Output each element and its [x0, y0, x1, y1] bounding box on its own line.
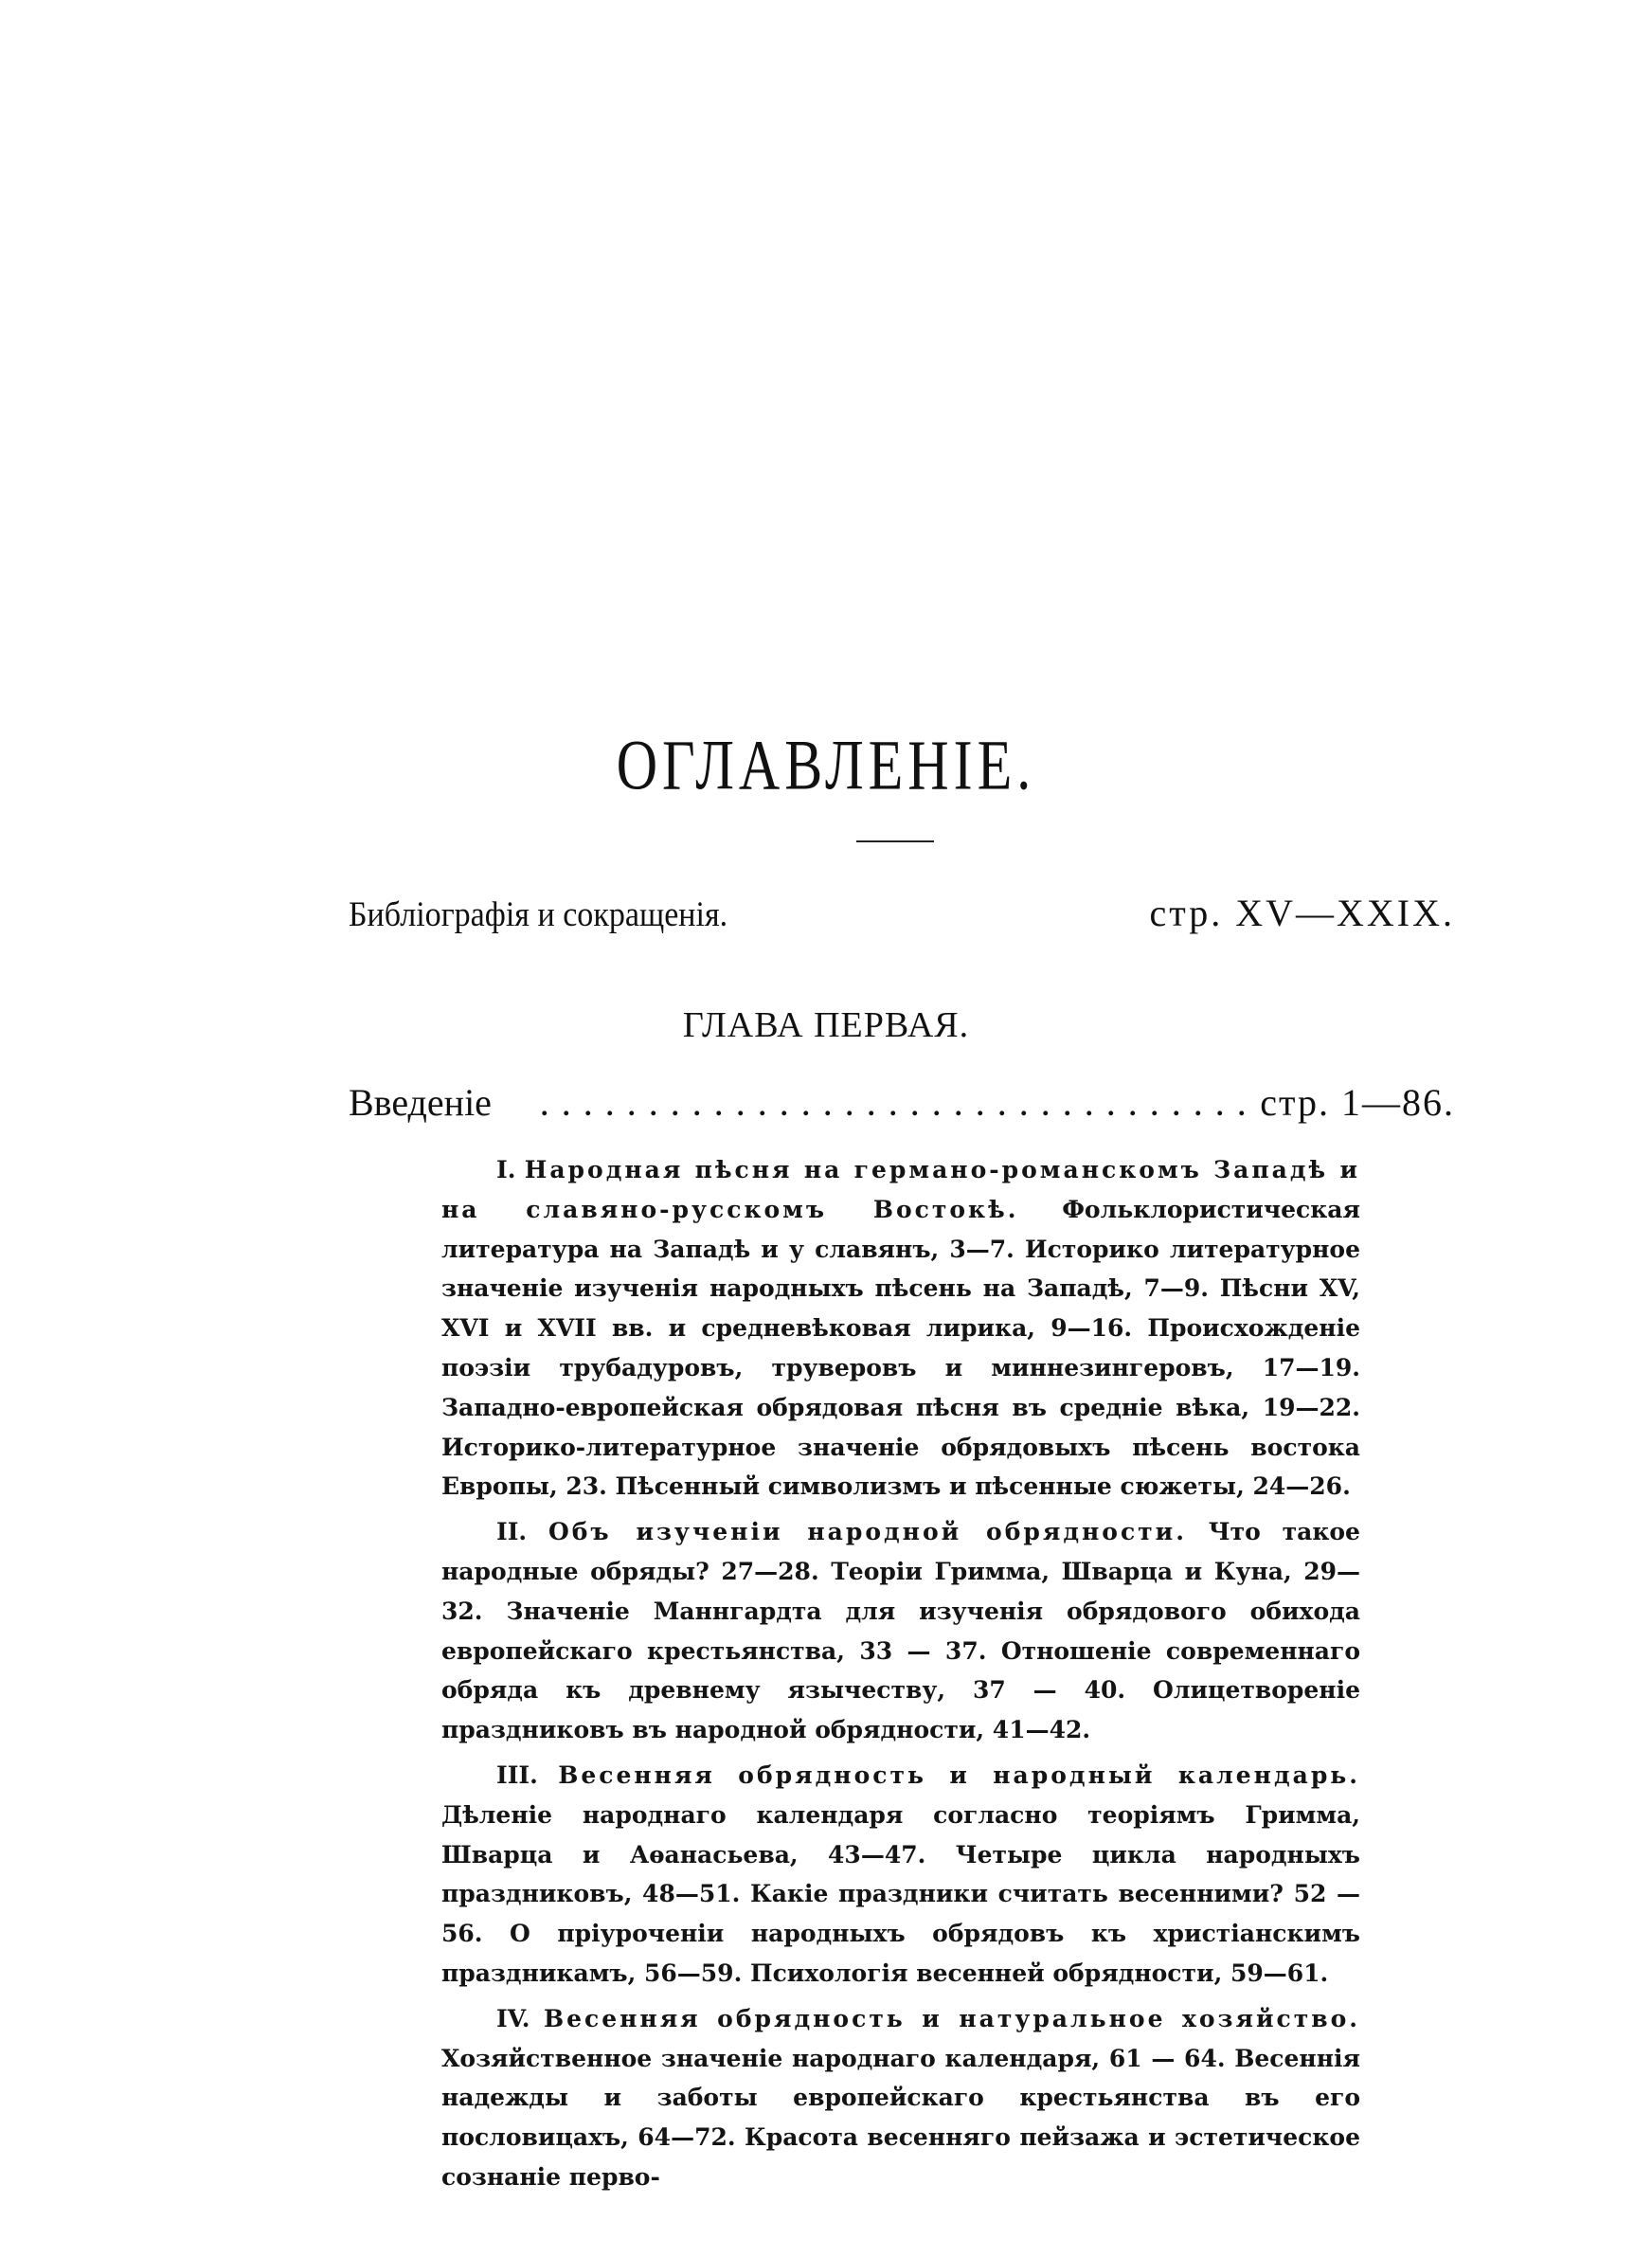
section-paragraph [441, 1756, 1360, 1994]
section-heading: Объ изученіи народной обрядности. [548, 1518, 1187, 1546]
section-numeral: IV. [496, 2004, 530, 2032]
section-text: Фольклористическая литература на Западѣ и у славянъ, 3—7. Историко литературное значеніе изученія народныхъ пѣсень на Западѣ, 7—9. Пѣсни XV, XVI и XVII вв. и средневѣковая лирика, 9—16. Происхожденіе поэзіи трубадуровъ, труверовъ и миннезингеровъ, 17—19. Западно-европейская обрядовая пѣсня въ средніе вѣка, 19—22. Историко-литературное значеніе обрядовыхъ пѣсень востока Европы, 23. Пѣсенный символизмъ и пѣсенные сюжеты, 24—26. [441, 1195, 1360, 1501]
toc-entry-pages: стр. XV—XXIX. [1149, 892, 1455, 934]
dot-leader [541, 1091, 1252, 1123]
toc-entry-introduction[interactable] [349, 1080, 1455, 1137]
section-text: Что такое народные обряды? 27—28. Теоріи Гримма, Шварца и Куна, 29—32. Значеніе Маннгардта для изученія обрядового обихода европейскаго крестьянства, 33 — 37. Отношеніе современнаго обряда къ древнему язычеству, 37 — 40. Олицетвореніе праздниковъ въ народной обрядности, 41—42. [441, 1518, 1360, 1744]
section-heading: Весенняя обрядность и народный календарь. [558, 1760, 1360, 1789]
toc-entry-pages: стр. 1—86. [1260, 1081, 1455, 1124]
title-rule [856, 840, 934, 842]
section-text: Хозяйственное значеніе народнаго календаря, 61 — 64. Весеннія надежды и заботы европейскаго крестьянства въ его пословицахъ, 64—72. Красота весенняго пейзажа и эстетическое сознаніе перво- [441, 2044, 1360, 2191]
section-heading: Весенняя обрядность и натуральное хозяйство. [543, 2004, 1360, 2032]
section-numeral: I. [496, 1156, 516, 1183]
page-title: ОГЛАВЛЕНІЕ. [616, 726, 1036, 804]
chapter-contents [441, 1150, 1360, 2203]
section-text: Дѣленіе народнаго календаря согласно теоріямъ Гримма, Шварца и Аѳанасьева, 43—47. Четыре цикла народныхъ праздниковъ, 48—51. Какіе праздники считать весенними? 52 — 56. О пріуроченіи народныхъ обрядовъ къ христіанскимъ праздникамъ, 56—59. Психологія весенней обрядности, 59—61. [441, 1800, 1360, 1987]
toc-entry-label: Введеніе [349, 1081, 492, 1124]
toc-entry-label: Библіографія и сокращенія. [349, 895, 728, 934]
chapter-title: ГЛАВА ПЕРВАЯ. [682, 1005, 970, 1045]
section-numeral: III. [496, 1760, 538, 1789]
section-numeral: II. [496, 1518, 528, 1546]
toc-entry-bibliography[interactable] [349, 891, 1455, 948]
section-paragraph [441, 1512, 1360, 1750]
section-heading: Народная пѣсня на германо-романскомъ Западѣ и на славяно-русскомъ Востокѣ. [441, 1156, 1360, 1223]
section-paragraph [441, 1999, 1360, 2197]
section-paragraph [441, 1150, 1360, 1507]
